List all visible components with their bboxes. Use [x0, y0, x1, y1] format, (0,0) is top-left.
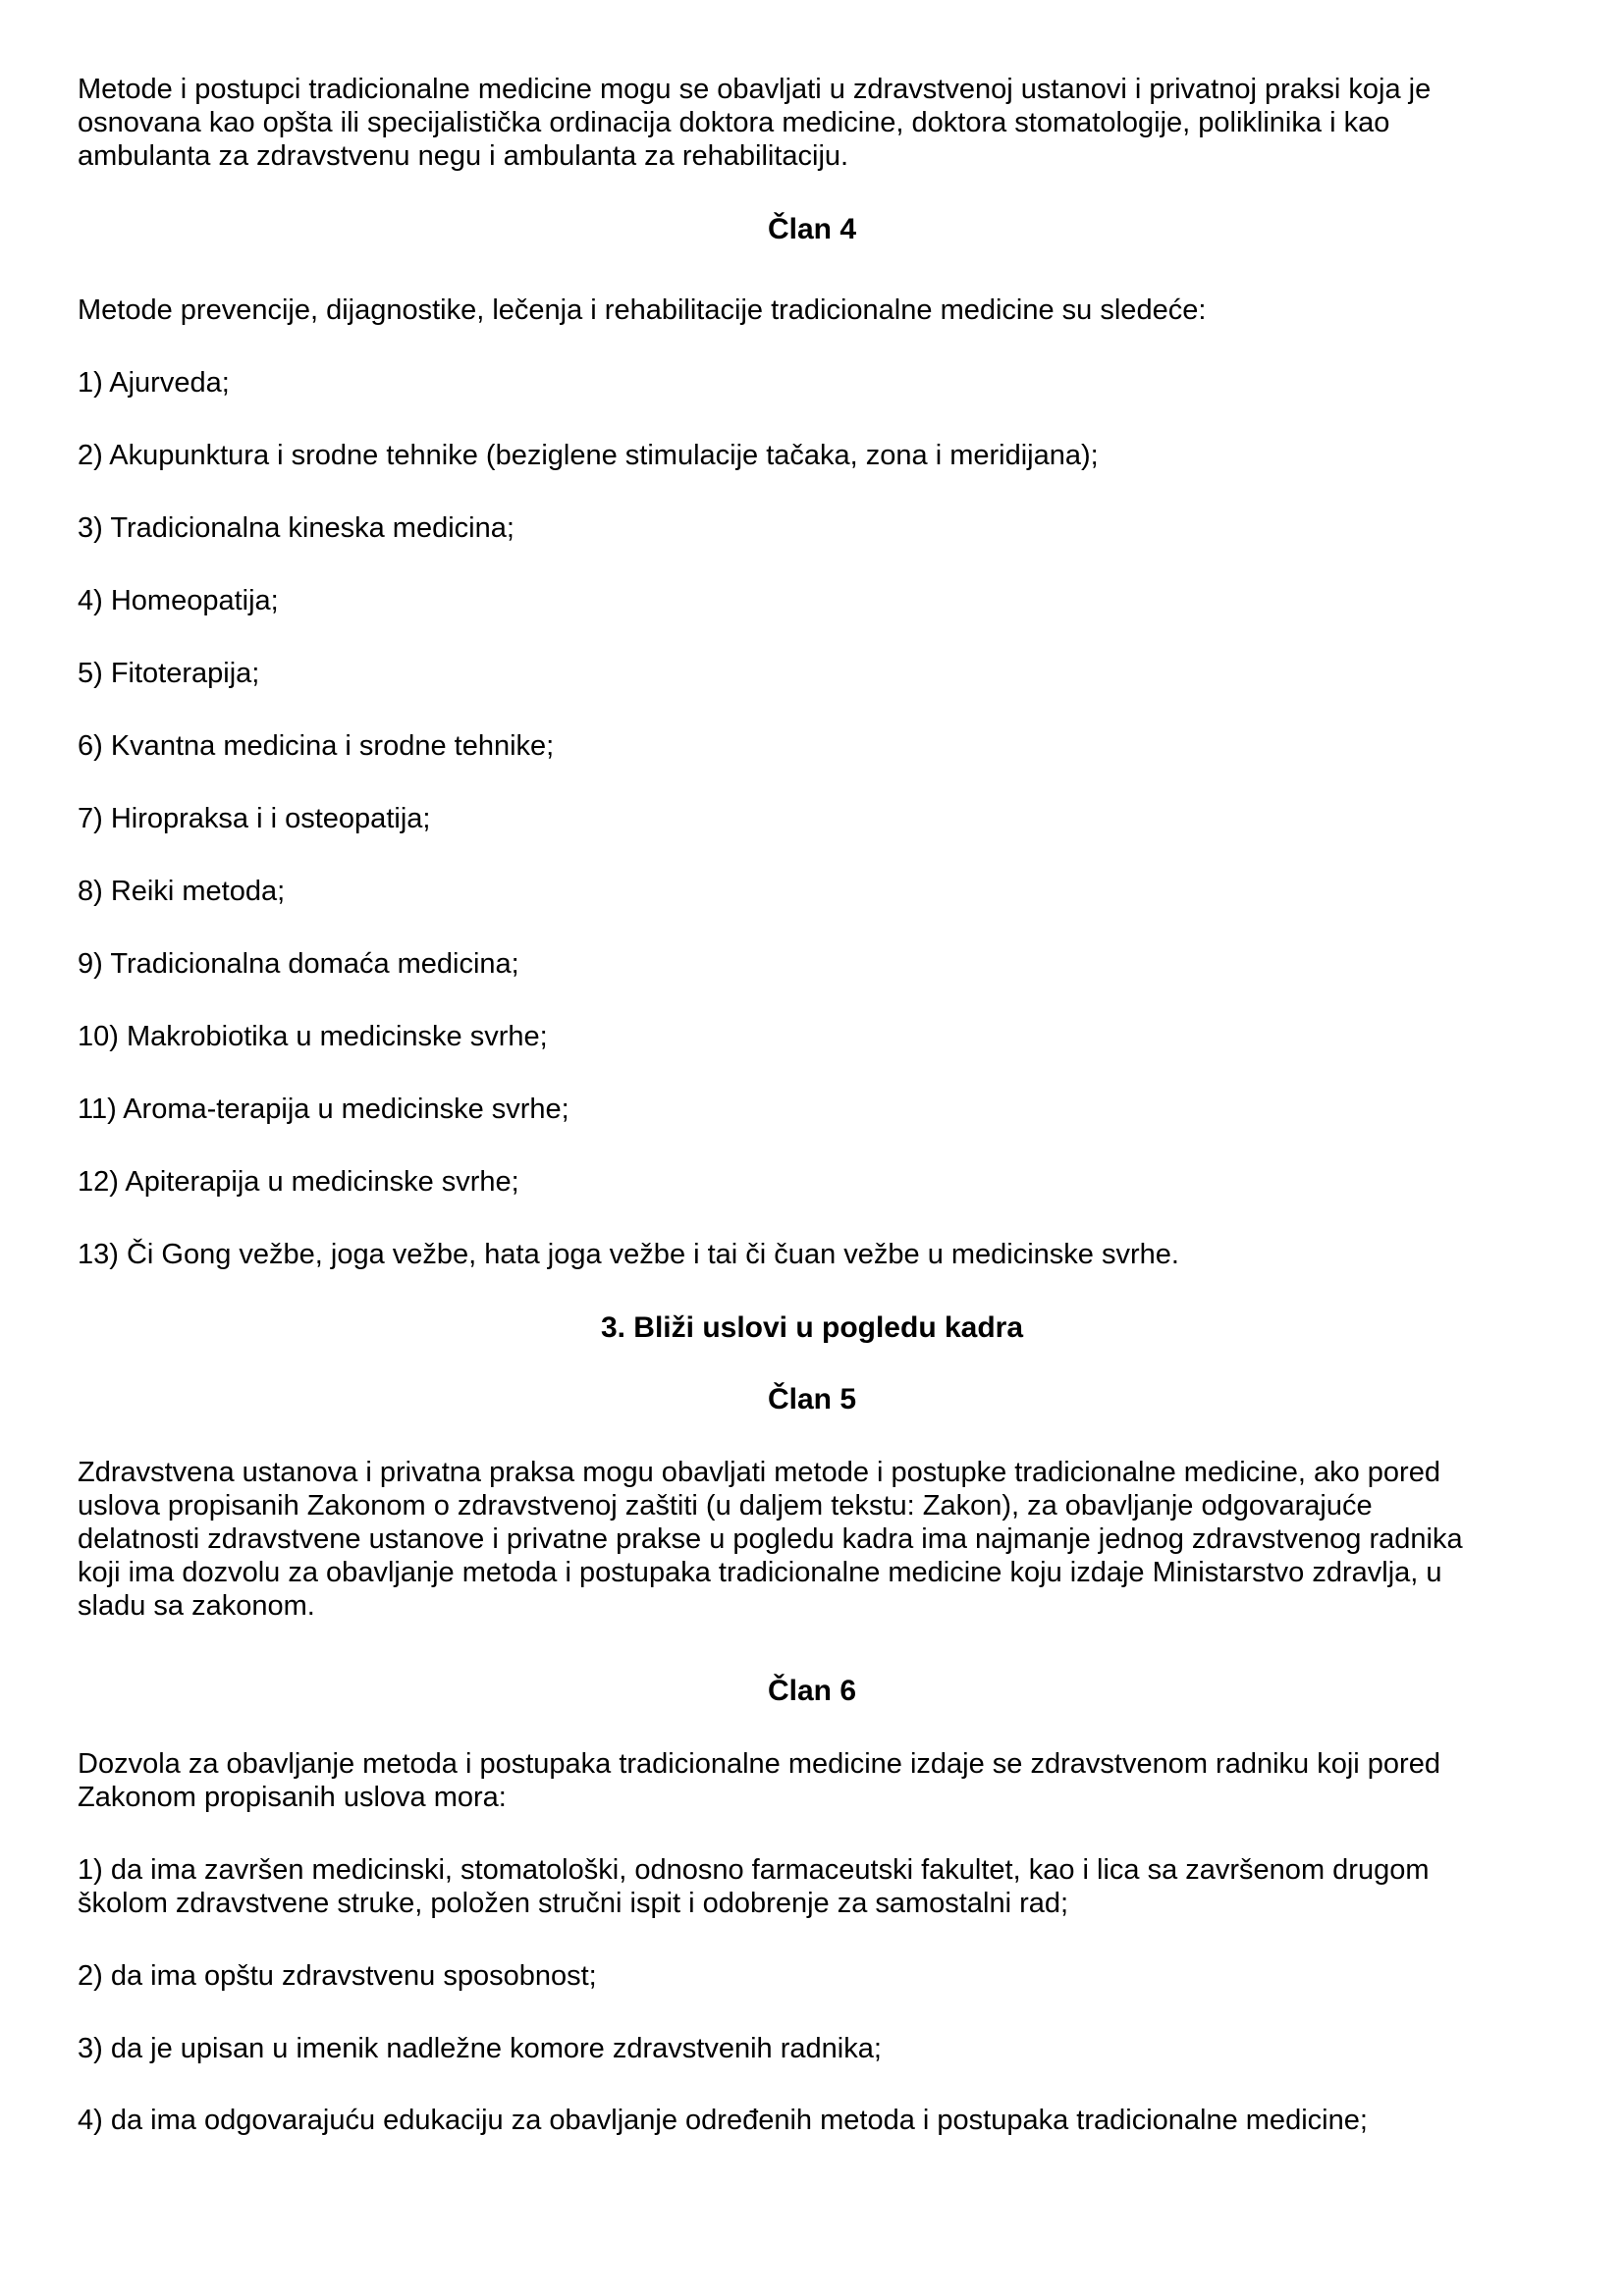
- list-item: 13) Či Gong vežbe, joga vežbe, hata joga vežbe i tai či čuan vežbe u medicinske svrhe.: [78, 1239, 1179, 1270]
- paragraph-line: Zakonom propisanih uslova mora:: [78, 1782, 507, 1813]
- list-item-line: 1) da ima završen medicinski, stomatološki, odnosno farmaceutski fakultet, kao i lica sa završenom drugom: [78, 1854, 1430, 1886]
- paragraph-line: Dozvola za obavljanje metoda i postupaka tradicionalne medicine izdaje se zdravstvenom radniku koji pored: [78, 1748, 1440, 1780]
- paragraph-line: Zdravstvena ustanova i privatna praksa mogu obavljati metode i postupke tradicionalne medicine, ako pored: [78, 1457, 1440, 1488]
- list-item: 7) Hiropraksa i i osteopatija;: [78, 803, 431, 834]
- article-heading-clan-4: Član 4: [767, 213, 857, 245]
- list-item-line: školom zdravstvene struke, položen stručni ispit i odobrenje za samostalni rad;: [78, 1888, 1069, 1919]
- paragraph-line: osnovana kao opšta ili specijalistička ordinacija doktora medicine, doktora stomatologije, poliklinika i kao: [78, 107, 1390, 138]
- article-intro: Metode prevencije, dijagnostike, lečenja i rehabilitacije tradicionalne medicine su sledeće:: [78, 294, 1207, 326]
- article-heading-clan-5: Član 5: [767, 1383, 857, 1415]
- list-item: 11) Aroma-terapija u medicinske svrhe;: [78, 1094, 569, 1125]
- list-item: 3) da je upisan u imenik nadležne komore zdravstvenih radnika;: [78, 2033, 882, 2064]
- section-heading: 3. Bliži uslovi u pogledu kadra: [600, 1311, 1024, 1344]
- list-item: 12) Apiterapija u medicinske svrhe;: [78, 1166, 519, 1198]
- list-item: 8) Reiki metoda;: [78, 876, 286, 907]
- list-item: 2) Akupunktura i srodne tehnike (beziglene stimulacije tačaka, zona i meridijana);: [78, 440, 1099, 471]
- paragraph-line: Metode i postupci tradicionalne medicine mogu se obavljati u zdravstvenoj ustanovi i privatnoj praksi koja je: [78, 74, 1432, 105]
- paragraph-line: koji ima dozvolu za obavljanje metoda i postupaka tradicionalne medicine koju izdaje Ministarstvo zdravlja, u: [78, 1557, 1442, 1588]
- list-item: 4) Homeopatija;: [78, 585, 279, 616]
- list-item: 3) Tradicionalna kineska medicina;: [78, 512, 514, 544]
- list-item: 10) Makrobiotika u medicinske svrhe;: [78, 1021, 548, 1052]
- paragraph-line: ambulanta za zdravstvenu negu i ambulanta za rehabilitaciju.: [78, 140, 849, 172]
- list-item: 2) da ima opštu zdravstvenu sposobnost;: [78, 1960, 597, 1992]
- list-item: 4) da ima odgovarajuću edukaciju za obavljanje određenih metoda i postupaka tradicionalne medicine;: [78, 2105, 1368, 2136]
- list-item: 5) Fitoterapija;: [78, 658, 260, 689]
- article-heading-clan-6: Član 6: [767, 1675, 857, 1707]
- list-item: 6) Kvantna medicina i srodne tehnike;: [78, 730, 555, 762]
- list-item: 1) Ajurveda;: [78, 367, 230, 399]
- list-item: 9) Tradicionalna domaća medicina;: [78, 948, 519, 980]
- paragraph-line: delatnosti zdravstvene ustanove i privatne prakse u pogledu kadra ima najmanje jednog zdravstvenog radnika: [78, 1523, 1463, 1555]
- paragraph-line: sladu sa zakonom.: [78, 1590, 315, 1622]
- paragraph-line: uslova propisanih Zakonom o zdravstvenoj zaštiti (u daljem tekstu: Zakon), za obavljanje odgovarajuće: [78, 1490, 1373, 1522]
